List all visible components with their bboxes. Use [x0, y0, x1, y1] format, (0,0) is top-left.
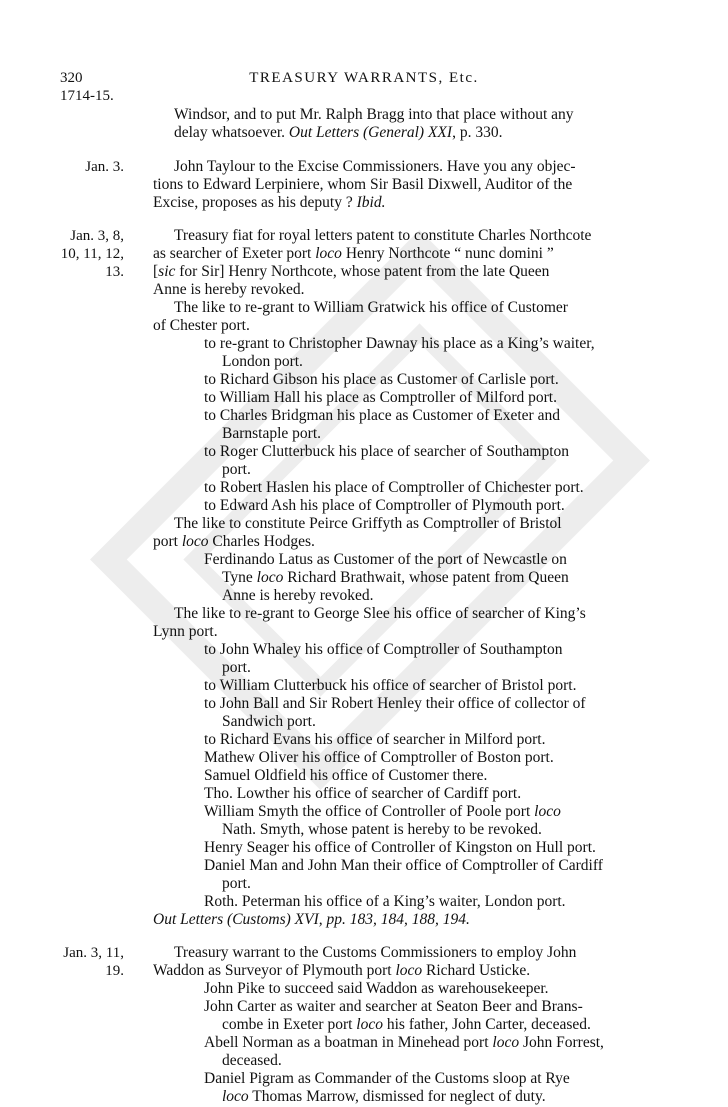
- entry-date: Jan. 3, 8,: [70, 228, 124, 244]
- entry-line: Abell Norman as a boatman in Minehead port loco John Forrest,: [204, 1034, 604, 1051]
- year-label: 1714-15.: [60, 88, 114, 104]
- entry-line: Daniel Pigram as Commander of the Customs sloop at Rye: [204, 1070, 570, 1087]
- entry-date: 19.: [105, 963, 124, 979]
- entry-line: London port.: [222, 353, 303, 370]
- entry-line: The like to re-grant to William Gratwick his office of Customer: [174, 299, 568, 316]
- entry-line: to Edward Ash his place of Comptroller of Plymouth port.: [204, 497, 565, 514]
- entry-line: Roth. Peterman his office of a King’s waiter, London port.: [204, 893, 566, 910]
- entry-line: Lynn port.: [153, 623, 218, 640]
- entry-line: Windsor, and to put Mr. Ralph Bragg into that place without any: [174, 106, 574, 123]
- entry-line: Sandwich port.: [222, 713, 316, 730]
- entry-line: The like to constitute Peirce Griffyth as Comptroller of Bristol: [174, 515, 562, 532]
- entry-line: Tho. Lowther his office of searcher of Cardiff port.: [204, 785, 522, 802]
- entry-line: tions to Edward Lerpiniere, whom Sir Basil Dixwell, Auditor of the: [153, 176, 573, 193]
- entry-line: Excise, proposes as his deputy ? Ibid.: [153, 194, 386, 211]
- entry-line: Waddon as Surveyor of Plymouth port loco Richard Usticke.: [153, 962, 531, 979]
- entry-line: to Richard Evans his office of searcher in Milford port.: [204, 731, 546, 748]
- entry-line: deceased.: [222, 1052, 282, 1069]
- running-title: TREASURY WARRANTS, Etc.: [249, 70, 479, 86]
- entry-line: Ferdinando Latus as Customer of the port of Newcastle on: [204, 551, 567, 568]
- entry-date: 10, 11, 12,: [60, 246, 124, 262]
- entry-line: to William Hall his place as Comptroller of Milford port.: [204, 389, 557, 406]
- entry-line: port loco Charles Hodges.: [153, 533, 315, 550]
- entry-line: to John Whaley his office of Comptroller of Southampton: [204, 641, 563, 658]
- entry-line: loco Thomas Marrow, dismissed for neglect of duty.: [222, 1088, 546, 1105]
- entry-line: Daniel Man and John Man their office of Comptroller of Cardiff: [204, 857, 603, 874]
- entry-line: Anne is hereby revoked.: [222, 587, 374, 604]
- entry-line: to Robert Haslen his place of Comptroller of Chichester port.: [204, 479, 584, 496]
- entry-line: port.: [222, 461, 251, 478]
- entry-line: Tyne loco Richard Brathwait, whose patent from Queen: [222, 569, 569, 586]
- entry-line: Anne is hereby revoked.: [153, 281, 305, 298]
- page-number: 320: [60, 70, 83, 86]
- entry-line: to Roger Clutterbuck his place of searcher of Southampton: [204, 443, 570, 460]
- entry-line: John Taylour to the Excise Commissioners. Have you any objec-: [174, 158, 576, 175]
- entry-line: to Charles Bridgman his place as Customer of Exeter and: [204, 407, 560, 424]
- entry-line: Mathew Oliver his office of Comptroller of Boston port.: [204, 749, 554, 766]
- entry-line: Nath. Smyth, whose patent is hereby to be revoked.: [222, 821, 542, 838]
- entry-line: Treasury warrant to the Customs Commissioners to employ John: [174, 944, 577, 961]
- entry-line: to John Ball and Sir Robert Henley their office of collector of: [204, 695, 586, 712]
- entry-line: delay whatsoever. Out Letters (General) XXI, p. 330.: [174, 124, 503, 141]
- entry-line: of Chester port.: [153, 317, 250, 334]
- entry-line: John Carter as waiter and searcher at Seaton Beer and Brans-: [204, 998, 583, 1015]
- entry-citation: Out Letters (Customs) XVI, pp. 183, 184, 188, 194.: [153, 911, 470, 928]
- entry-line: port.: [222, 875, 251, 892]
- entry-date: Jan. 3, 11,: [63, 945, 124, 961]
- entry-line: to Richard Gibson his place as Customer of Carlisle port.: [204, 371, 559, 388]
- entry-line: [sic for Sir] Henry Northcote, whose patent from the late Queen: [153, 263, 550, 280]
- entry-line: Samuel Oldfield his office of Customer there.: [204, 767, 488, 784]
- entry-line: The like to re-grant to George Slee his office of searcher of King’s: [174, 605, 586, 622]
- entry-line: as searcher of Exeter port loco Henry Northcote “ nunc domini ”: [153, 245, 554, 262]
- entry-line: combe in Exeter port loco his father, John Carter, deceased.: [222, 1016, 591, 1033]
- entry-line: Treasury fiat for royal letters patent to constitute Charles Northcote: [174, 227, 592, 244]
- entry-line: Barnstaple port.: [222, 425, 322, 442]
- entry-line: to William Clutterbuck his office of searcher of Bristol port.: [204, 677, 577, 694]
- entry-line: Henry Seager his office of Controller of Kingston on Hull port.: [204, 839, 596, 856]
- entry-line: William Smyth the office of Controller of Poole port loco: [204, 803, 561, 820]
- entry-line: John Pike to succeed said Waddon as warehousekeeper.: [204, 980, 549, 997]
- entry-date: 13.: [105, 264, 124, 280]
- entry-line: to re-grant to Christopher Dawnay his place as a King’s waiter,: [204, 335, 595, 352]
- entry-line: port.: [222, 659, 251, 676]
- entry-date: Jan. 3.: [85, 159, 124, 175]
